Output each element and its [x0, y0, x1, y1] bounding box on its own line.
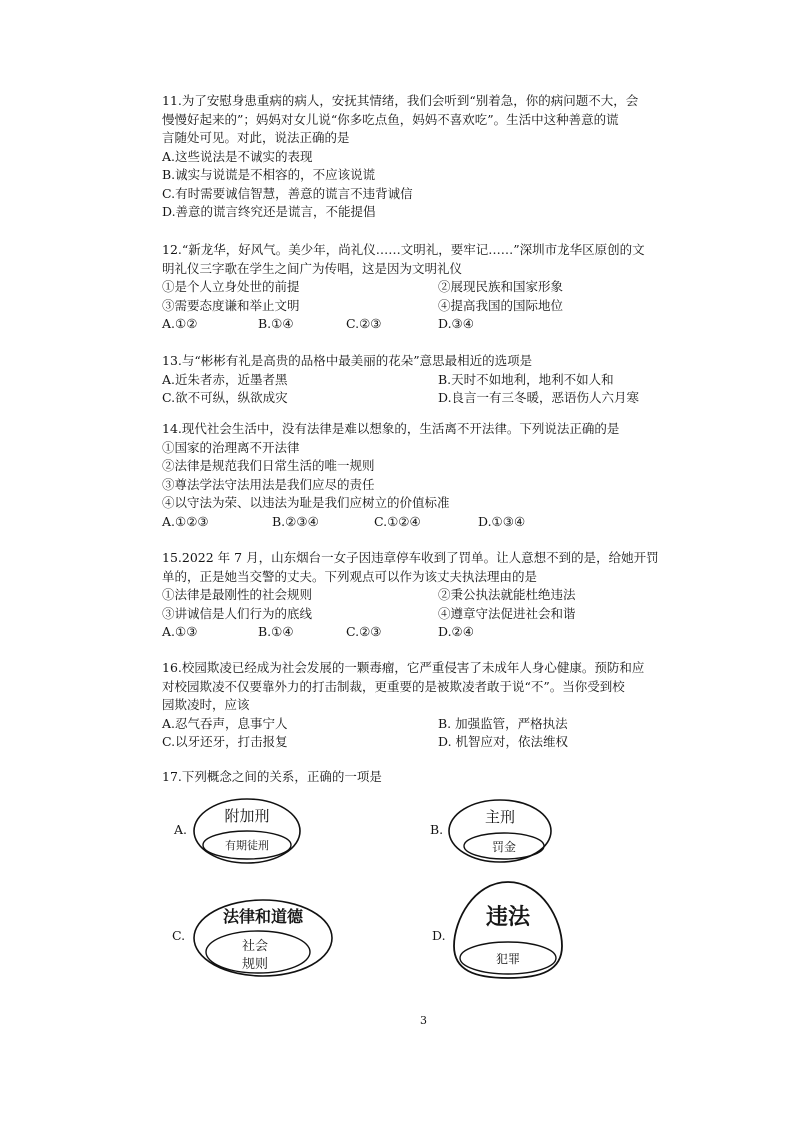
options-row: [162, 715, 722, 734]
page-number: 3: [420, 1014, 427, 1027]
option-d: D. 机智应对，依法维权: [438, 734, 569, 749]
question-13: [162, 352, 722, 408]
options-row: [162, 623, 722, 642]
option-d: D.③④: [438, 316, 474, 331]
option-c: C.欲不可纵，纵欲成灾: [162, 390, 288, 405]
question-14: [162, 420, 722, 531]
inner-concept-line1: 社会: [241, 939, 268, 954]
options-row: [162, 733, 722, 752]
item-3: ③需要态度谦和举止文明: [162, 297, 300, 313]
diagram-d: [452, 880, 564, 980]
question-text: 15.2022 年 7 月，山东烟台一女子因违章停车收到了罚单。让人意想不到的是，给她开罚: [162, 550, 659, 565]
outer-concept: 法律和道德: [222, 907, 303, 926]
question-11: [162, 92, 722, 222]
item-4: ④提高我国的国际地位: [438, 297, 564, 313]
question-text: 12.“新龙华，好风气。美少年，尚礼仪……文明礼，要牢记……”深圳市龙华区原创的文: [162, 242, 645, 257]
question-text: 对校园欺凌不仅要靠外力的打击制裁，更重要的是被欺凌者敢于说“不”。当你受到校: [162, 678, 625, 694]
option-a: A.①③: [162, 624, 198, 639]
option-a: A.①②: [162, 316, 198, 331]
inner-concept: 有期徒刑: [225, 839, 269, 852]
outer-concept: 违法: [485, 905, 530, 930]
item-row: [162, 605, 722, 624]
question-text: 园欺凌时，应该: [162, 697, 250, 712]
options-row: [162, 371, 722, 390]
question-text: 17.下列概念之间的关系，正确的一项是: [162, 769, 382, 784]
option-b: B.诚实与说谎是不相容的，不应该说谎: [162, 167, 376, 182]
option-c: C.②③: [346, 316, 382, 331]
item-3: ③讲诚信是人们行为的底线: [162, 605, 313, 621]
question-text: 13.与“彬彬有礼是高贵的品格中最美丽的花朵”意思最相近的选项是: [162, 353, 533, 368]
option-a: A.①②③: [162, 513, 209, 529]
diagram-d-label: D.: [432, 928, 446, 943]
option-a: A.这些说法是不诚实的表现: [162, 148, 313, 164]
question-text: 慢慢好起来的”；妈妈对女儿说“你多吃点鱼，妈妈不喜欢吃”。生活中这种善意的谎: [162, 111, 619, 127]
option-b: B. 加强监管，严格执法: [438, 715, 568, 731]
question-text: 11.为了安慰身患重病的病人，安抚其情绪，我们会听到“别着急，你的病问题不大，会: [162, 93, 639, 108]
options-row: [162, 513, 722, 532]
question-text: 16.校园欺凌已经成为社会发展的一颗毒瘤，它严重侵害了未成年人身心健康。预防和应: [162, 660, 645, 675]
inner-concept-line2: 规则: [241, 957, 268, 972]
option-c: C.有时需要诚信智慧，善意的谎言不违背诚信: [162, 185, 413, 201]
item-2: ②秉公执法就能杜绝违法: [438, 587, 576, 602]
diagram-c: [192, 898, 334, 978]
question-text: 14.现代社会生活中，没有法律是难以想象的，生活离不开法律。下列说法正确的是: [162, 421, 620, 436]
option-d: D.良言一有三冬暖，恶语伤人六月寒: [438, 390, 640, 405]
item-row: [162, 297, 722, 316]
question-12: [162, 241, 722, 334]
question-15: [162, 549, 722, 642]
question-text: 单的，正是她当交警的丈夫。下列观点可以作为该丈夫执法理由的是: [162, 568, 538, 584]
options-row: [162, 389, 722, 408]
inner-concept: 犯罪: [495, 952, 520, 966]
option-d: D.②④: [438, 624, 474, 639]
option-b: B.①④: [258, 624, 294, 639]
diagram-c-label: C.: [172, 928, 186, 943]
option-d: D.①③④: [478, 513, 526, 529]
option-d: D.善意的谎言终究还是谎言，不能提倡: [162, 204, 376, 219]
outer-concept: 主刑: [484, 808, 515, 826]
option-a: A.近朱者赤，近墨者黑: [162, 371, 288, 387]
diagram-a: [192, 797, 302, 865]
item-1: ①法律是最刚性的社会规则: [162, 587, 313, 602]
item-3: ③尊法学法守法用法是我们应尽的责任: [162, 476, 375, 492]
question-text: 明礼仪三字歌在学生之间广为传唱，这是因为文明礼仪: [162, 260, 463, 276]
item-row: [162, 586, 722, 605]
outer-concept: 附加刑: [224, 807, 270, 825]
item-4: ④以守法为荣、以违法为耻是我们应树立的价值标准: [162, 495, 450, 510]
option-b: B.①④: [258, 316, 294, 331]
option-c: C.②③: [346, 624, 382, 639]
question-text: 言随处可见。对此，说法正确的是: [162, 130, 350, 145]
option-c: C.①②④: [374, 513, 421, 529]
diagram-b: [447, 798, 553, 864]
options-row: [162, 315, 722, 334]
diagram-b-label: B.: [430, 822, 444, 837]
option-a: A.忍气吞声，息事宁人: [162, 715, 288, 731]
item-4: ④遵章守法促进社会和谐: [438, 605, 576, 621]
item-2: ②法律是规范我们日常生活的唯一规则: [162, 458, 375, 473]
item-row: [162, 278, 722, 297]
question-16: [162, 659, 722, 752]
option-b: B.②③④: [272, 513, 319, 529]
item-2: ②展现民族和国家形象: [438, 279, 564, 294]
item-1: ①国家的治理离不开法律: [162, 439, 300, 455]
option-b: B.天时不如地利，地利不如人和: [438, 371, 614, 387]
question-17: [162, 768, 722, 787]
item-1: ①是个人立身处世的前提: [162, 279, 300, 294]
option-c: C.以牙还牙，打击报复: [162, 734, 288, 749]
diagram-a-label: A.: [174, 822, 188, 837]
inner-concept: 罚金: [491, 840, 516, 854]
